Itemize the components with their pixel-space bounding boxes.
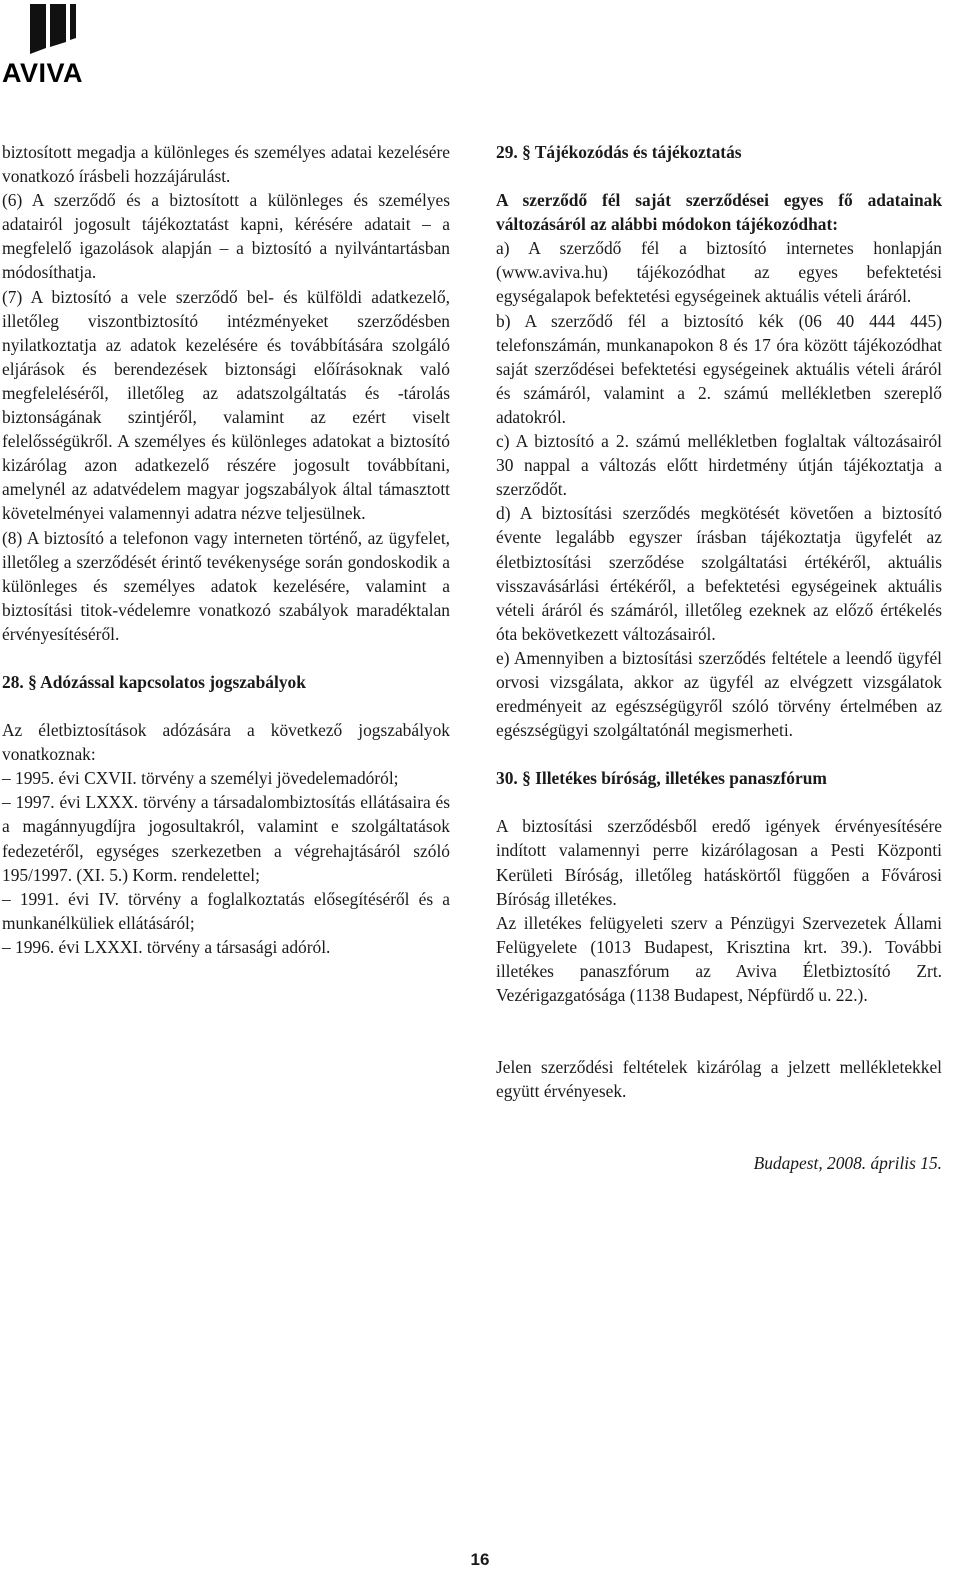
list-item: – 1995. évi CXVII. törvény a személyi jövedelemadóról;: [2, 768, 399, 789]
logo-wordmark: AVIVA: [2, 58, 84, 88]
list-item: – 1997. évi LXXX. törvény a társadalombiztosítás ellátásaira és a magánnyugdíjra jogosultakról, valamint e szolgáltatások fedezetéről, egységes szerkezetben a végrehajtásáról szóló 195/1997. (XI. 5.) Korm. rendelettel;: [2, 792, 450, 885]
paragraph: Az illetékes felügyeleti szerv a Pénzügyi Szervezetek Állami Felügyelete (1013 Budapest, Krisztina krt. 39.). További illetékes panaszfórum az Aviva Életbiztosító Zrt. Vezérigazgatósága (1138 Budapest, Népfürdő u. 22.).: [496, 912, 942, 1005]
list-item: a) A szerződő fél a biztosító internetes honlapján (www.aviva.hu) tájékozódhat az egyes befektetési egységalapok befektetési egységeinek aktuális vételi áráról.: [496, 238, 942, 307]
section-28-intro: Az életbiztosítások adózására a következő jogszabályok vonatkoznak:: [2, 720, 450, 765]
section-29-heading: 29. § Tájékozódás és tájékoztatás: [496, 142, 742, 162]
left-column: [2, 140, 450, 959]
right-column: [496, 140, 942, 1175]
section-28-heading: 28. § Adózással kapcsolatos jogszabályok: [2, 671, 306, 692]
list-item: – 1991. évi IV. törvény a foglalkoztatás elősegítéséről és a munkanélküliek ellátásáról;: [2, 888, 450, 933]
paragraph: (6) A szerződő és a biztosított a különleges és személyes adatairól jogosult tájékoztatást kapni, kérésére adatait – a megfelelő igazolások alapján – a biztosító a nyilvántartásban módosíthatja.: [2, 190, 450, 283]
aviva-stripes-icon: [0, 4, 110, 60]
list-item: d) A biztosítási szerződés megkötését követően a biztosító évente legalább egyszer írásban tájékoztatja ügyfelét az életbiztosítási szerződése szolgáltatási értékéről, aktuális visszavásárlási értékéről, a befektetési egységeinek aktuális vételi áráról és számáról, illetőleg ezeknek az előző értékelés óta bekövetkezett változásairól.: [496, 503, 942, 644]
list-item: e) Amennyiben a biztosítási szerződés feltétele a leendő ügyfél orvosi vizsgálata, akkor az ügyfél az elvégzett vizsgálatok eredményeit az egészségügyről szóló törvény értelmében az egészségügyi szolgáltatónál megismerheti.: [496, 647, 942, 741]
paragraph: (7) A biztosító a vele szerződő bel- és külföldi adatkezelő, illetőleg viszontbiztosító intézményeket szerződésben nyilatkoztatja az adatok kezelésére és továbbítására szolgáló eljárások és berendezések biztonsági előírásoknak való megfeleléséről, illetőleg az adatszolgáltatás és -tárolás biztonságának szintjéről, valamint az ezért viselt felelősségükről. A személyes és különleges adatokat a biztosító kizárólag azon adatkezelő részére jogosult továbbítani, amelynél az adatvédelem magyar jogszabályok által támasztott követelményei valamennyi adatra nézve teljesülnek.: [2, 286, 450, 524]
paragraph: (8) A biztosító a telefonon vagy interneten történő, az ügyfelet, illetőleg a szerződését érintő tevékenysége során gondoskodik a különleges és személyes adatok kezelésére, valamint a biztosítási titok-védelemre vonatkozó szabályok maradéktalan érvényesítéséről.: [2, 527, 450, 644]
closing-statement: Jelen szerződési feltételek kizárólag a jelzett mellékletekkel együtt érvényesek.: [496, 1057, 942, 1102]
page-number: 16: [470, 1550, 490, 1569]
list-item: c) A biztosító a 2. számú mellékletben foglaltak változásairól 30 nappal a változás előtt hirdetmény útján tájékoztatja a szerződőt.: [496, 431, 942, 500]
list-item: b) A szerződő fél a biztosító kék (06 40 444 445) telefonszámán, munkanapokon 8 és 17 óra között tájékozódhat saját szerződései befektetési egységeinek aktuális vételi áráról és számáról, valamint a 2. számú mellékletben szereplő adatokról.: [496, 310, 942, 427]
paragraph: biztosított megadja a különleges és személyes adatai kezelésére vonatkozó írásbeli hozzájárulást.: [2, 142, 450, 187]
aviva-logo: [0, 4, 110, 88]
section-30-heading: 30. § Illetékes bíróság, illetékes panaszfórum: [496, 768, 827, 789]
section-29-lead: A szerződő fél saját szerződései egyes fő adatainak változásáról az alábbi módokon tájékozódhat:: [496, 190, 942, 235]
signature-date: Budapest, 2008. április 15.: [753, 1153, 942, 1174]
list-item: – 1996. évi LXXXI. törvény a társasági adóról.: [2, 936, 331, 957]
paragraph: A biztosítási szerződésből eredő igények érvényesítésére indított valamennyi perre kizárólagosan a Pesti Központi Kerületi Bíróság, illetőleg hatáskörtől függően a Fővárosi Bíróság illetékes.: [496, 816, 942, 909]
